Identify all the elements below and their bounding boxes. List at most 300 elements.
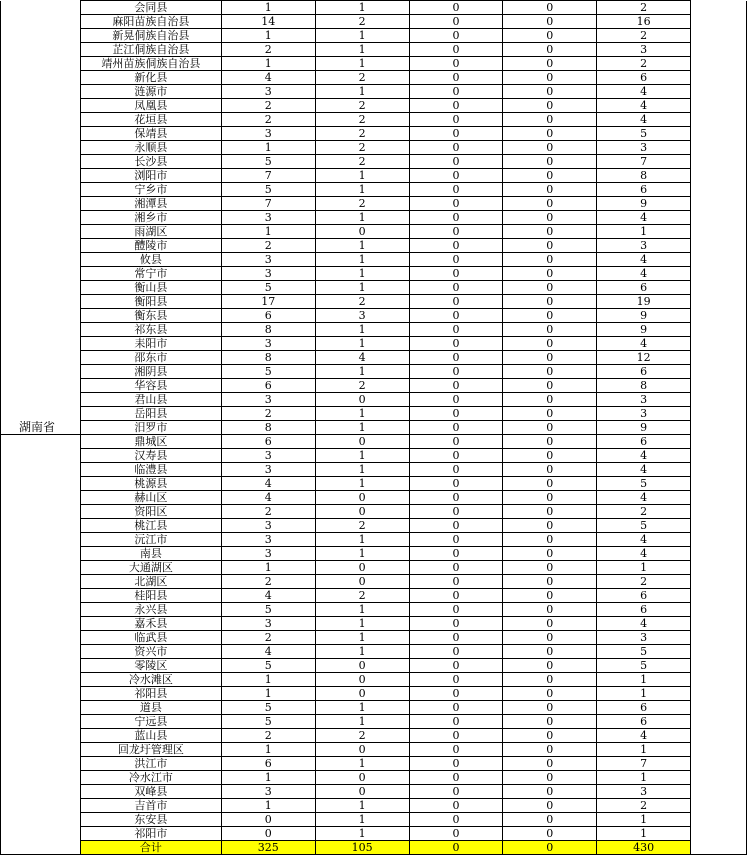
county-name-cell: 资兴市 (80, 645, 221, 659)
value-cell: 1 (315, 463, 409, 477)
value-cell: 0 (503, 477, 597, 491)
value-cell: 3 (221, 127, 315, 141)
county-name-cell: 汉寿县 (80, 449, 221, 463)
value-cell: 1 (221, 1, 315, 15)
county-name-cell: 回龙圩管理区 (80, 743, 221, 757)
value-cell: 0 (409, 337, 503, 351)
table-row (1, 225, 747, 239)
value-cell: 6 (221, 309, 315, 323)
value-cell: 3 (597, 239, 691, 253)
value-cell: 1 (315, 477, 409, 491)
county-name-cell: 华容县 (80, 379, 221, 393)
value-cell: 1 (221, 687, 315, 701)
value-cell: 4 (221, 491, 315, 505)
empty-edge-cell (691, 295, 747, 309)
value-cell: 0 (409, 729, 503, 743)
value-cell: 0 (409, 673, 503, 687)
value-cell: 5 (597, 477, 691, 491)
county-name-cell: 君山县 (80, 393, 221, 407)
value-cell: 7 (597, 155, 691, 169)
value-cell: 2 (315, 15, 409, 29)
empty-edge-cell (691, 323, 747, 337)
table-row (1, 127, 747, 141)
value-cell: 19 (597, 295, 691, 309)
value-cell: 1 (315, 337, 409, 351)
value-cell: 3 (221, 267, 315, 281)
value-cell: 4 (597, 463, 691, 477)
province-cell (1, 771, 81, 785)
value-cell: 1 (315, 29, 409, 43)
value-cell: 1 (315, 533, 409, 547)
value-cell: 6 (597, 183, 691, 197)
value-cell: 0 (503, 197, 597, 211)
value-cell: 2 (597, 575, 691, 589)
table-row (1, 365, 747, 379)
table-row (1, 603, 747, 617)
value-cell: 0 (503, 659, 597, 673)
value-cell: 1 (315, 169, 409, 183)
empty-edge-cell (691, 1, 747, 15)
value-cell: 0 (503, 1, 597, 15)
county-name-cell: 宁乡市 (80, 183, 221, 197)
empty-edge-cell (691, 603, 747, 617)
empty-edge-cell (691, 785, 747, 799)
province-cell (1, 645, 81, 659)
province-cell (1, 477, 81, 491)
value-cell: 0 (409, 225, 503, 239)
empty-edge-cell (691, 337, 747, 351)
value-cell: 4 (221, 589, 315, 603)
value-cell: 2 (315, 519, 409, 533)
province-cell (1, 211, 81, 225)
value-cell: 8 (597, 169, 691, 183)
county-name-cell: 祁阳市 (80, 827, 221, 841)
value-cell: 0 (503, 169, 597, 183)
value-cell: 0 (221, 813, 315, 827)
table-row (1, 435, 747, 449)
county-name-cell: 新化县 (80, 71, 221, 85)
value-cell: 0 (409, 15, 503, 29)
table-body (1, 1, 747, 855)
value-cell: 0 (409, 71, 503, 85)
value-cell: 3 (221, 519, 315, 533)
table-row (1, 617, 747, 631)
value-cell: 0 (503, 71, 597, 85)
value-cell: 4 (597, 547, 691, 561)
table-row (1, 729, 747, 743)
value-cell: 0 (503, 281, 597, 295)
province-cell (1, 337, 81, 351)
province-cell (1, 729, 81, 743)
value-cell: 2 (221, 113, 315, 127)
value-cell: 5 (221, 701, 315, 715)
value-cell: 0 (503, 687, 597, 701)
county-name-cell: 冷水江市 (80, 771, 221, 785)
value-cell: 8 (597, 379, 691, 393)
value-cell: 6 (221, 379, 315, 393)
county-name-cell: 洪江市 (80, 757, 221, 771)
value-cell: 0 (503, 645, 597, 659)
table-row (1, 253, 747, 267)
value-cell: 1 (315, 267, 409, 281)
province-cell (1, 183, 81, 197)
value-cell: 6 (597, 701, 691, 715)
value-cell: 2 (315, 197, 409, 211)
empty-edge-cell (691, 477, 747, 491)
county-name-cell: 南县 (80, 547, 221, 561)
value-cell: 0 (503, 15, 597, 29)
county-name-cell: 浏阳市 (80, 169, 221, 183)
value-cell: 0 (503, 715, 597, 729)
value-cell: 0 (409, 477, 503, 491)
province-cell (1, 547, 81, 561)
value-cell: 1 (221, 799, 315, 813)
table-row (1, 267, 747, 281)
value-cell: 0 (409, 589, 503, 603)
value-cell: 0 (409, 29, 503, 43)
county-name-cell: 桃江县 (80, 519, 221, 533)
table-row (1, 29, 747, 43)
value-cell: 0 (409, 379, 503, 393)
county-name-cell: 靖州苗族侗族自治县 (80, 57, 221, 71)
province-cell (1, 141, 81, 155)
province-cell (1, 197, 81, 211)
county-name-cell: 双峰县 (80, 785, 221, 799)
value-cell: 3 (221, 211, 315, 225)
empty-edge-cell (691, 673, 747, 687)
value-cell: 1 (315, 631, 409, 645)
value-cell: 2 (315, 729, 409, 743)
value-cell: 0 (409, 701, 503, 715)
value-cell: 0 (503, 309, 597, 323)
value-cell: 0 (503, 393, 597, 407)
value-cell: 1 (221, 57, 315, 71)
value-cell: 1 (315, 617, 409, 631)
value-cell: 0 (315, 225, 409, 239)
value-cell: 4 (597, 113, 691, 127)
table-row (1, 673, 747, 687)
value-cell: 0 (409, 211, 503, 225)
province-cell (1, 267, 81, 281)
table-row (1, 99, 747, 113)
value-cell: 2 (221, 99, 315, 113)
empty-edge-cell (691, 57, 747, 71)
value-cell: 2 (221, 239, 315, 253)
value-cell: 1 (315, 1, 409, 15)
value-cell: 1 (315, 645, 409, 659)
province-cell (1, 155, 81, 169)
value-cell: 0 (503, 785, 597, 799)
value-cell: 3 (221, 547, 315, 561)
table-row (1, 813, 747, 827)
table-row (1, 743, 747, 757)
county-name-cell: 雨湖区 (80, 225, 221, 239)
county-name-cell: 湘乡市 (80, 211, 221, 225)
value-cell: 1 (315, 715, 409, 729)
empty-edge-cell (691, 505, 747, 519)
value-cell: 4 (597, 85, 691, 99)
province-cell (1, 575, 81, 589)
value-cell: 0 (503, 449, 597, 463)
total-value-cell: 0 (503, 841, 597, 855)
table-row (1, 715, 747, 729)
value-cell: 1 (221, 771, 315, 785)
value-cell: 0 (409, 253, 503, 267)
province-cell (1, 687, 81, 701)
value-cell: 0 (409, 743, 503, 757)
table-row (1, 561, 747, 575)
value-cell: 0 (503, 99, 597, 113)
value-cell: 2 (221, 729, 315, 743)
empty-edge-cell (691, 575, 747, 589)
empty-edge-cell (691, 701, 747, 715)
county-name-cell: 临武县 (80, 631, 221, 645)
value-cell: 4 (597, 533, 691, 547)
value-cell: 2 (315, 589, 409, 603)
table-row (1, 449, 747, 463)
empty-edge-cell (691, 309, 747, 323)
value-cell: 4 (315, 351, 409, 365)
value-cell: 0 (315, 505, 409, 519)
province-cell (1, 813, 81, 827)
value-cell: 17 (221, 295, 315, 309)
value-cell: 0 (409, 365, 503, 379)
province-cell (1, 29, 81, 43)
value-cell: 0 (503, 337, 597, 351)
county-name-cell: 嘉禾县 (80, 617, 221, 631)
value-cell: 9 (597, 323, 691, 337)
empty-edge-cell (691, 519, 747, 533)
county-name-cell: 沅江市 (80, 533, 221, 547)
empty-edge-cell (691, 365, 747, 379)
county-name-cell: 桂阳县 (80, 589, 221, 603)
value-cell: 0 (409, 281, 503, 295)
value-cell: 14 (221, 15, 315, 29)
value-cell: 0 (503, 757, 597, 771)
county-name-cell: 祁东县 (80, 323, 221, 337)
value-cell: 1 (315, 701, 409, 715)
value-cell: 2 (597, 29, 691, 43)
table-row (1, 589, 747, 603)
table-row (1, 519, 747, 533)
value-cell: 6 (597, 71, 691, 85)
province-cell (1, 435, 81, 449)
value-cell: 4 (597, 253, 691, 267)
province-cell (1, 799, 81, 813)
value-cell: 5 (221, 183, 315, 197)
value-cell: 0 (409, 43, 503, 57)
empty-edge-cell (691, 435, 747, 449)
province-cell (1, 323, 81, 337)
value-cell: 0 (409, 463, 503, 477)
value-cell: 1 (597, 673, 691, 687)
value-cell: 1 (597, 561, 691, 575)
value-cell: 1 (315, 43, 409, 57)
value-cell: 3 (221, 253, 315, 267)
value-cell: 0 (503, 435, 597, 449)
empty-edge-cell (691, 645, 747, 659)
province-cell (1, 617, 81, 631)
value-cell: 0 (409, 519, 503, 533)
value-cell: 12 (597, 351, 691, 365)
value-cell: 0 (503, 155, 597, 169)
value-cell: 2 (221, 43, 315, 57)
value-cell: 3 (221, 617, 315, 631)
value-cell: 1 (315, 253, 409, 267)
value-cell: 0 (503, 43, 597, 57)
value-cell: 1 (315, 239, 409, 253)
value-cell: 0 (503, 547, 597, 561)
value-cell: 1 (221, 141, 315, 155)
value-cell: 0 (503, 617, 597, 631)
value-cell: 0 (315, 575, 409, 589)
total-value-cell: 325 (221, 841, 315, 855)
value-cell: 1 (221, 561, 315, 575)
table-row (1, 645, 747, 659)
province-cell (1, 701, 81, 715)
empty-edge-cell (691, 113, 747, 127)
table-row (1, 43, 747, 57)
value-cell: 0 (503, 701, 597, 715)
value-cell: 0 (503, 519, 597, 533)
table-row (1, 141, 747, 155)
province-cell (1, 113, 81, 127)
value-cell: 7 (221, 197, 315, 211)
total-label-cell: 合计 (80, 841, 221, 855)
empty-edge-cell (691, 813, 747, 827)
value-cell: 8 (221, 351, 315, 365)
county-name-cell: 鼎城区 (80, 435, 221, 449)
province-cell (1, 253, 81, 267)
empty-edge-cell (691, 771, 747, 785)
empty-edge-cell (691, 617, 747, 631)
value-cell: 2 (315, 379, 409, 393)
value-cell: 3 (221, 533, 315, 547)
value-cell: 0 (409, 547, 503, 561)
value-cell: 0 (503, 743, 597, 757)
empty-edge-cell (691, 757, 747, 771)
table-row (1, 85, 747, 99)
value-cell: 1 (597, 813, 691, 827)
value-cell: 0 (503, 813, 597, 827)
empty-edge-cell (691, 267, 747, 281)
county-name-cell: 常宁市 (80, 267, 221, 281)
value-cell: 1 (315, 799, 409, 813)
value-cell: 0 (503, 365, 597, 379)
value-cell: 0 (503, 561, 597, 575)
value-cell: 6 (597, 281, 691, 295)
value-cell: 7 (597, 757, 691, 771)
province-cell (1, 281, 81, 295)
empty-edge-cell (691, 463, 747, 477)
county-name-cell: 衡东县 (80, 309, 221, 323)
province-cell (1, 309, 81, 323)
table-row (1, 57, 747, 71)
county-name-cell: 冷水滩区 (80, 673, 221, 687)
province-cell (1, 533, 81, 547)
value-cell: 0 (315, 435, 409, 449)
province-cell (1, 169, 81, 183)
county-name-cell: 大通湖区 (80, 561, 221, 575)
value-cell: 4 (597, 449, 691, 463)
empty-edge-cell (691, 547, 747, 561)
empty-edge-cell (691, 85, 747, 99)
value-cell: 5 (597, 659, 691, 673)
value-cell: 9 (597, 421, 691, 435)
value-cell: 0 (503, 225, 597, 239)
value-cell: 4 (597, 99, 691, 113)
empty-edge-cell (691, 155, 747, 169)
value-cell: 0 (315, 687, 409, 701)
value-cell: 1 (597, 687, 691, 701)
table-row (1, 337, 747, 351)
county-name-cell: 吉首市 (80, 799, 221, 813)
value-cell: 3 (221, 785, 315, 799)
value-cell: 1 (315, 757, 409, 771)
value-cell: 0 (409, 85, 503, 99)
table-row (1, 323, 747, 337)
value-cell: 4 (597, 617, 691, 631)
value-cell: 5 (221, 715, 315, 729)
empty-edge-cell (691, 15, 747, 29)
value-cell: 4 (597, 729, 691, 743)
value-cell: 7 (221, 169, 315, 183)
value-cell: 3 (597, 785, 691, 799)
value-cell: 0 (409, 1, 503, 15)
value-cell: 3 (597, 43, 691, 57)
empty-edge-cell (691, 729, 747, 743)
empty-edge-cell (691, 393, 747, 407)
value-cell: 1 (315, 421, 409, 435)
value-cell: 0 (503, 211, 597, 225)
value-cell: 0 (409, 757, 503, 771)
empty-edge-cell (691, 141, 747, 155)
value-cell: 6 (221, 435, 315, 449)
value-cell: 0 (503, 253, 597, 267)
province-label: 湖南省 (1, 421, 81, 435)
table-row (1, 477, 747, 491)
value-cell: 0 (315, 561, 409, 575)
table-row (1, 421, 747, 435)
empty-edge-cell (691, 715, 747, 729)
value-cell: 6 (597, 589, 691, 603)
value-cell: 1 (315, 211, 409, 225)
county-name-cell: 桃源县 (80, 477, 221, 491)
county-name-cell: 岳阳县 (80, 407, 221, 421)
value-cell: 5 (597, 645, 691, 659)
table-row (1, 575, 747, 589)
province-cell (1, 57, 81, 71)
value-cell: 0 (503, 463, 597, 477)
province-cell (1, 757, 81, 771)
county-name-cell: 花垣县 (80, 113, 221, 127)
empty-edge-cell (691, 43, 747, 57)
province-cell (1, 631, 81, 645)
value-cell: 0 (315, 393, 409, 407)
value-cell: 1 (597, 743, 691, 757)
province-cell (1, 505, 81, 519)
province-cell (1, 295, 81, 309)
value-cell: 1 (597, 827, 691, 841)
province-cell (1, 379, 81, 393)
province-cell (1, 365, 81, 379)
county-name-cell: 邵东市 (80, 351, 221, 365)
value-cell: 0 (409, 155, 503, 169)
empty-edge-cell (691, 29, 747, 43)
value-cell: 0 (503, 127, 597, 141)
county-name-cell: 永顺县 (80, 141, 221, 155)
value-cell: 9 (597, 309, 691, 323)
